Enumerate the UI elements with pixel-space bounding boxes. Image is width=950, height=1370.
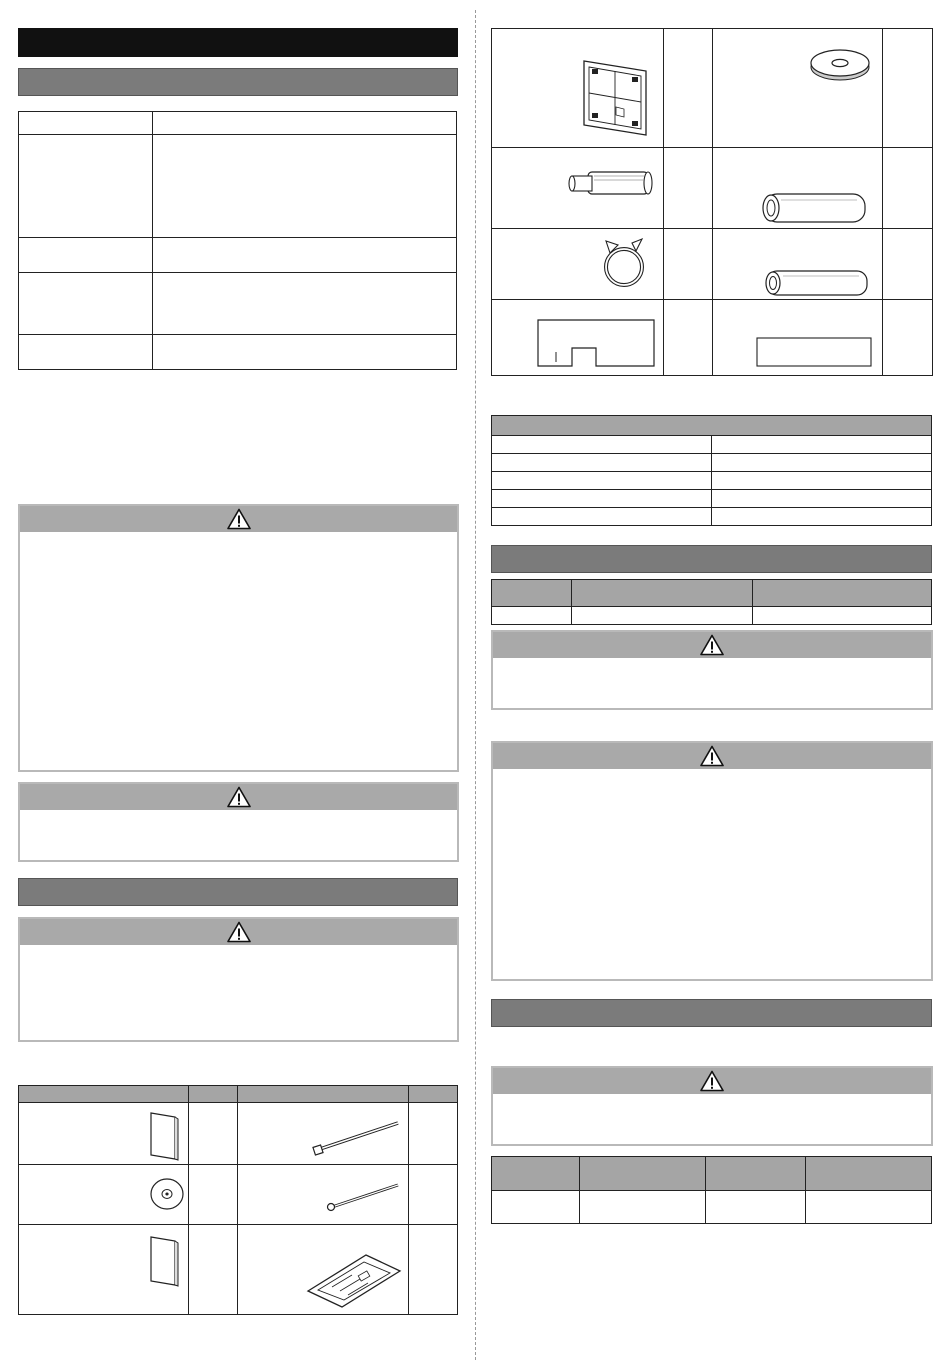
insulation-tube-icon (757, 192, 873, 224)
page-divider (475, 10, 476, 1360)
table-row (492, 29, 933, 148)
table-row (492, 490, 932, 508)
table-row (492, 228, 933, 299)
drain-hose-icon (566, 168, 656, 200)
warning-header (20, 919, 457, 945)
warning-triangle-icon (700, 745, 724, 767)
accessories-table-continued (491, 28, 933, 376)
table-row (492, 472, 932, 490)
warning-box (18, 782, 459, 862)
table-row (19, 135, 457, 238)
warning-box (491, 630, 933, 710)
table-row (19, 335, 457, 370)
table-row (492, 1191, 932, 1224)
table-row (492, 436, 932, 454)
four-column-table (491, 1156, 932, 1223)
table-row (492, 607, 932, 625)
title-bar (18, 28, 458, 57)
table-row (19, 1224, 458, 1314)
warning-box (491, 741, 933, 981)
washer-icon (808, 45, 872, 83)
section-header-bar (18, 68, 458, 96)
cable-tie-icon (310, 1119, 402, 1159)
booklet-icon (147, 1235, 181, 1287)
paper-template-icon (536, 318, 656, 368)
warning-header (493, 743, 931, 769)
warning-triangle-icon (700, 634, 724, 656)
warning-header (493, 632, 931, 658)
table-row (492, 508, 932, 526)
table-header-row (492, 416, 932, 436)
warning-box (491, 1066, 933, 1146)
hose-clamp-icon (598, 235, 648, 291)
cd-disc-icon (149, 1177, 185, 1211)
warning-header (20, 784, 457, 810)
accessories-table (18, 1085, 458, 1315)
table-row (492, 148, 933, 228)
table-header-row (492, 580, 932, 607)
warning-header (493, 1068, 931, 1094)
spec-table (18, 111, 457, 369)
warning-header (20, 506, 457, 532)
section-header-bar (18, 878, 458, 906)
table-row (19, 238, 457, 273)
table-header-row (492, 1157, 932, 1191)
warning-triangle-icon (227, 508, 251, 530)
cable-tie-small-icon (324, 1181, 402, 1213)
manual-booklet-icon (147, 1111, 181, 1161)
table-row (19, 112, 457, 135)
table-header-row (19, 1086, 458, 1103)
three-column-table (491, 579, 932, 624)
mounting-plate-icon (304, 1251, 404, 1309)
warning-triangle-icon (700, 1070, 724, 1092)
warning-triangle-icon (227, 921, 251, 943)
section-header-bar (491, 545, 932, 573)
table-row (492, 454, 932, 472)
table-row (19, 1165, 458, 1224)
wall-bracket-icon (580, 57, 652, 137)
warning-box (18, 504, 459, 772)
warning-box (18, 917, 459, 1042)
pipe-insulation-small-icon (759, 269, 875, 297)
section-header-bar (491, 999, 932, 1027)
parts-list-table (491, 415, 932, 526)
table-row (19, 273, 457, 335)
warning-triangle-icon (227, 786, 251, 808)
table-row (492, 299, 933, 375)
filter-rect-icon (755, 336, 873, 368)
table-row (19, 1103, 458, 1165)
